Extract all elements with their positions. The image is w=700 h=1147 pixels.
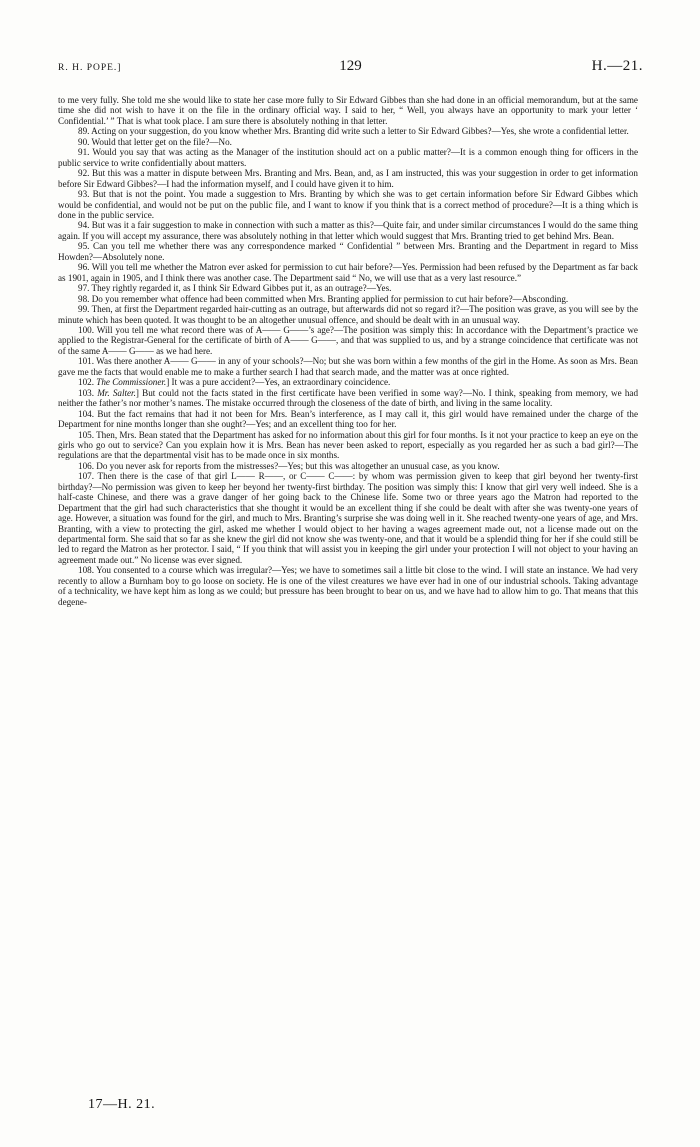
testimony-paragraph: 91. Would you say that was acting as the Manager of the institution should act on a public matter?—It is a common enough thing for officers in the public service to write confidentially about matters. xyxy=(58,147,638,168)
testimony-paragraph: 96. Will you tell me whether the Matron ever asked for permission to cut hair before?—Yes. Permission had been refused by the Department as far back as 1901, again in 1905, and I think there was another case. The Department said “ No, we will use that as a very last resource.” xyxy=(58,262,638,283)
testimony-paragraph: 107. Then there is the case of that girl L—— R——, or C—— C——: by whom was permission given to keep that girl beyond her twenty-first birthday?—No permission was given to keep her beyond her twenty-first birthday. The position was simply this: I know that girl very well indeed. She is a half-caste Chinese, and there was a grave danger of her going back to the Chinese life. Some two or three years ago the Matron had reported to the Department that the girl had such characteristics that she thought it would be an excellent thing if she could be dealt with after she was twenty-one years of age. However, a situation was found for the girl, and much to Mrs. Branting’s surprise she was doing well in it. She reached twenty-one years of age, and Mrs. Branting, with a view to protecting the girl, asked me whether I would object to her having a wages agreement made out, not a license made out on the departmental form. She said that so far as she knew the girl did not know she was twenty-one, and that it would be a splendid thing for her if she could still be led to regard the Matron as her protector. I said, “ If you think that will assist you in keeping the girl under your protection I will not object to your having an agreement made out.” No license was ever signed. xyxy=(58,471,638,565)
witness-name: R. H. POPE.] xyxy=(58,63,122,73)
testimony-paragraph: 98. Do you remember what offence had been committed when Mrs. Branting applied for permission to cut hair before?—Absconding. xyxy=(78,293,569,304)
testimony-paragraph: 104. But the fact remains that had it not been for Mrs. Bean’s interference, as I may call it, this girl would have remained under the charge of the Department for nine months longer than she ought?—Yes; and an excellent thing too for her. xyxy=(58,408,638,430)
testimony-paragraph: 97. They rightly regarded it, as I think Sir Edward Gibbes put it, as an outrage?—Yes. xyxy=(78,283,392,294)
page-number: 129 xyxy=(339,58,362,74)
paper-reference: H.—21. xyxy=(591,58,643,74)
testimony-paragraph: 95. Can you tell me whether there was any correspondence marked “ Confidential ” between Mrs. Branting and the Department in regard to Miss Howden?—Absolutely none. xyxy=(58,241,638,262)
testimony-paragraph: 90. Would that letter get on the file?—No. xyxy=(78,136,232,147)
body-text xyxy=(58,95,638,607)
testimony-paragraph: 101. Was there another A—— G—— in any of your schools?—No; but she was born within a few months of the girl in the Home. As soon as Mrs. Bean gave me the facts that would enable me to make a further search I had that search made, and the matter was at once righted. xyxy=(58,356,638,377)
continued-paragraph: to me very fully. She told me she would like to state her case more fully to Sir Edward Gibbes than she had done in an official memorandum, but at the same time she did not wish to have it on the file in the ordinary official way. I said to her, “ Well, you always have an opportunity to mark your letter ‘ Confidential.’ ” That is what took place. I am sure there is absolutely nothing in that letter. xyxy=(58,95,638,126)
testimony-paragraph: 93. But that is not the point. You made a suggestion to Mrs. Branting by which she was to get certain information before Sir Edward Gibbes which would be confidential, and would not be put on the public file, and I want to know if you think that is a correct method of procedure?—It is a thing which is done in the public service. xyxy=(58,189,638,220)
testimony-paragraph: 99. Then, at first the Department regarded hair-cutting as an outrage, but afterwards did not so regard it?—The position was grave, as you will see by the minute which has been quoted. It was thought to be an altogether unusual offence, and should be dealt with in an unusual way. xyxy=(58,304,638,325)
testimony-paragraph: 102. The Commissioner.] It was a pure accident?—Yes, an extraordinary coincidence. xyxy=(78,377,391,388)
testimony-paragraph: 108. You consented to a course which was irregular?—Yes; we have to sometimes sail a little bit close to the wind. I will state an instance. We had very recently to allow a Burnham boy to go loose on society. He is one of the vilest creatures we have ever had in one of our industrial schools. Taking advantage of a technicality, we have kept him as long as we could; but pressure has been brought to bear on us, and we have had to allow him to go. That means that this degene- xyxy=(58,565,638,607)
page-header xyxy=(58,58,643,80)
testimony-paragraph: 100. Will you tell me what record there was of A—— G——’s age?—The position was simply this: In accordance with the Department’s practice we applied to the Registrar-General for the certificate of birth of A—— G——, and that was supplied to us, and by a strange coincidence that certificate was not of the same A—— G—— as we had here. xyxy=(58,324,638,356)
testimony-paragraph: 103. Mr. Salter.] But could not the facts stated in the first certificate have been verified in some way?—No. I think, speaking from memory, we had neither the father’s nor mother’s names. The mistake occurred through the closeness of the date of birth, and living in the same locality. xyxy=(58,387,639,409)
printer-signature: 17—H. 21. xyxy=(88,1097,156,1112)
testimony-paragraph: 94. But was it a fair suggestion to make in connection with such a matter as this?—Quite fair, and under similar circumstances I would do the same thing again. If you will accept my assurance, there was absolutely nothing in that letter which would suggest that Mrs. Branting tried to get behind Mrs. Bean. xyxy=(58,220,638,241)
testimony-paragraph: 105. Then, Mrs. Bean stated that the Department has asked for no information about this girl for four months. Is it not your practice to keep an eye on the girls who go out to service? Can you explain how it is Mrs. Bean has never been asked to report, especially as you regarded her as such a bad girl?—The regulations are that the departmental visit has to be made once in six months. xyxy=(58,429,638,461)
testimony-paragraph: 92. But this was a matter in dispute between Mrs. Branting and Mrs. Bean, and, as I am instructed, this was your suggestion in order to get information before Sir Edward Gibbes?—I had the information myself, and I could have given it to him. xyxy=(58,168,638,189)
testimony-paragraph: 106. Do you never ask for reports from the mistresses?—Yes; but this was altogether an unusual case, as you know. xyxy=(78,460,500,471)
testimony-paragraph: 89. Acting on your suggestion, do you know whether Mrs. Branting did write such a letter to Sir Edward Gibbes?—Yes, she wrote a confidential letter. xyxy=(78,126,629,137)
